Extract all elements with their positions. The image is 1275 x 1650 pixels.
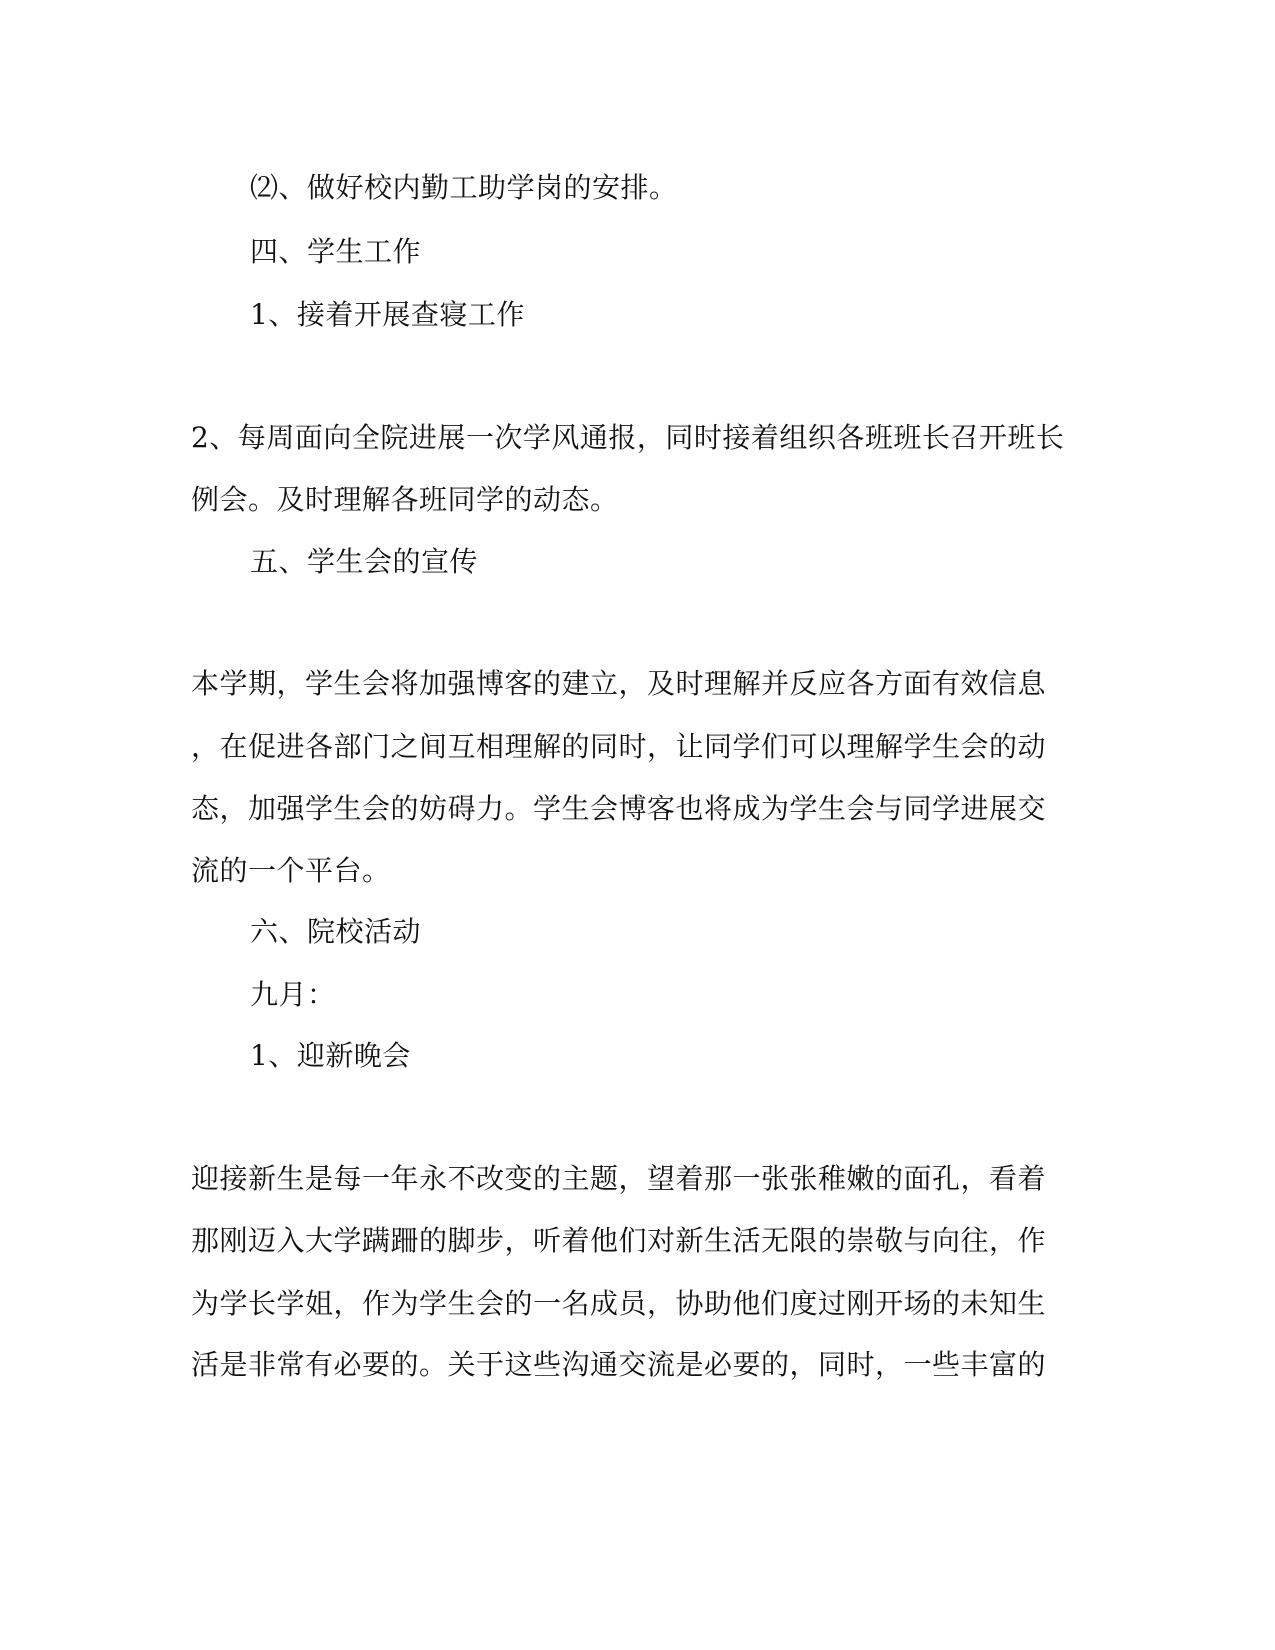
paragraph-line: 迎接新生是每一年永不改变的主题，望着那一张张稚嫩的面孔，看着 [191, 1162, 1047, 1195]
paragraph-line: 那刚迈入大学蹒跚的脚步，听着他们对新生活无限的崇敬与向往，作 [191, 1224, 1047, 1257]
paragraph-line: 态，加强学生会的妨碍力。学生会博客也将成为学生会与同学进展交 [191, 792, 1047, 825]
paragraph-line: 为学长学姐，作为学生会的一名成员，协助他们度过刚开场的未知生 [191, 1287, 1047, 1320]
month-heading-september: 九月： [250, 978, 336, 1011]
section-heading-publicity: 五、学生会的宣传 [250, 545, 479, 578]
section-heading-activities: 六、院校活动 [250, 915, 422, 948]
list-item-work-study: ⑵、做好校内勤工助学岗的安排。 [250, 171, 678, 204]
paragraph-line: 2、每周面向全院进展一次学风通报，同时接着组织各班班长召开班长 [191, 421, 1065, 454]
paragraph-line: 流的一个平台。 [191, 854, 391, 887]
section-heading-student-work: 四、学生工作 [250, 235, 422, 268]
paragraph-line: ，在促进各部门之间互相理解的同时，让同学们可以理解学生会的动 [191, 730, 1047, 763]
list-item-welcome-party: 1、迎新晚会 [250, 1039, 411, 1072]
paragraph-line: 例会。及时理解各班同学的动态。 [191, 483, 619, 516]
list-item-dorm-check: 1、接着开展查寝工作 [250, 298, 525, 331]
paragraph-line: 活是非常有必要的。关于这些沟通交流是必要的，同时，一些丰富的 [191, 1348, 1047, 1381]
paragraph-line: 本学期，学生会将加强博客的建立，及时理解并反应各方面有效信息 [191, 667, 1047, 700]
